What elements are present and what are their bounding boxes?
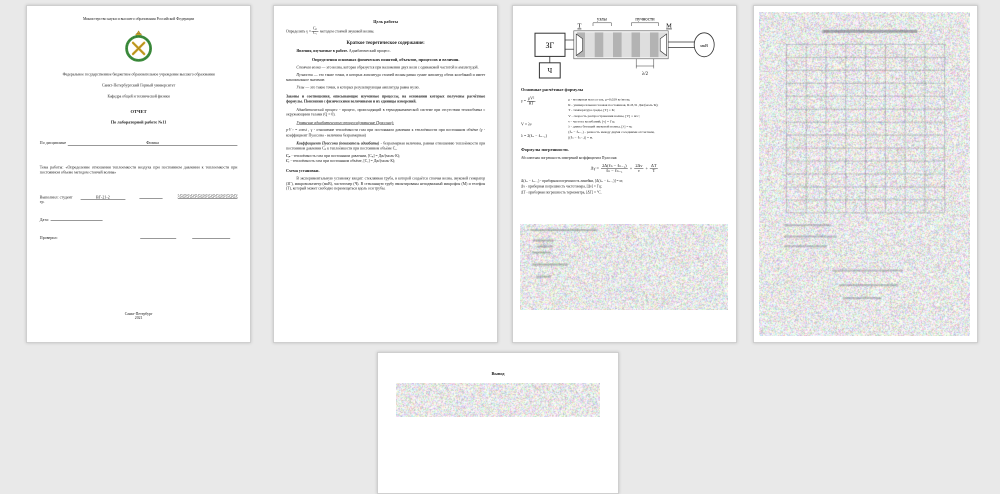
city-year-block [27, 312, 250, 320]
standing-wave-definition: Стоячая волна — это волна, которая образуется при наложении двух волн с одинаковой частотой и амплитудой. [296, 65, 479, 70]
error-note-ruler: Δ(ℓₙ − ℓₙ₋₁) - приборная погрешность линейки, [Δ(ℓₙ − ℓₙ₋₁)] = м; [521, 178, 623, 183]
date-row [27, 216, 250, 222]
wavelength-formula: λ = 2(ℓₙ − ℓₙ₋₁) [521, 134, 547, 139]
error-formula: Δγ = $\frac{\text{2Δ(ℓₙ − ℓₙ₋₁)}}{\text{ℓₙ − ℓₙ₋₁}}$ + $\frac{2\Delta\nu}{\nu}$ + $\frac{\Delta T}{T}$ [590, 163, 657, 174]
note-delta-l: (ℓₙ − ℓₙ₋₁) - разность между двумя соседними отсчетами, [568, 129, 655, 134]
report-page-3-formulas[interactable] [512, 5, 737, 343]
antinodes-label: пучности [635, 17, 655, 23]
group-field[interactable]: ВГ-21-2 [80, 195, 125, 200]
data-table-scan-image [759, 12, 970, 336]
checked-field-1[interactable] [140, 234, 176, 239]
laws-heading: Законы и соотношения, описывающие изученные процессы, на основании которых получены расчётные формулы. Пояснения с физическими величинами и их единицы измерений. [286, 94, 486, 104]
checked-label: Проверил: [39, 235, 58, 241]
cp-line: Cₚ - теплоёмкость газа при постоянном давлении, [Cₚ] = Дж/(моль·К); [286, 154, 401, 159]
performed-row [27, 194, 250, 204]
note-v: V - скорость распространения волны, [V] = м/с; [568, 113, 640, 118]
poisson-coefficient-definition: Коэффициент Пуассона (показатель адиабаты) - безразмерная величина, равная отношению теплоёмкости при постоянном давлении Cₚ к теплоёмкости при постоянном объёме Cᵥ. [286, 141, 486, 151]
discipline-row [27, 141, 250, 146]
error-notes [513, 178, 736, 195]
note-nu: ν - частота колебаний, [ν] = Гц; [568, 119, 615, 123]
year-line: 2021 [134, 316, 143, 320]
ministry-line: Министерство науки и высшего образования Российской Федерации [83, 17, 195, 22]
note-mu: μ - молярная масса газа, μ=0,029 кг/моль; [568, 97, 631, 102]
report-subtitle: По лабораторной работе №11 [110, 120, 167, 125]
voltmeter-label: мкВ [700, 42, 709, 48]
performed-label: Выполнил: студент гр. [39, 195, 73, 205]
poisson-equation-heading: Уравнение адиабатического процесса(уравнение Пуассона): [296, 121, 395, 126]
error-note-counter: Δν - приборная погрешность частотомера, [Δν] = Гц; [521, 184, 602, 189]
institution-line: Федеральное государственное бюджетное образовательное учреждение высшего образования [62, 72, 215, 77]
scheme-heading: Схема установки. [286, 168, 320, 174]
dimension-label: λ/2 [641, 71, 649, 77]
report-page-4-scan[interactable] [753, 5, 978, 343]
phenomena-paragraph: Явления, изучаемые в работе. Адиабатический процесс. [296, 49, 391, 54]
formulas-block [513, 97, 736, 141]
report-title: ОТЧЕТ [130, 109, 147, 114]
discipline-label: По дисциплине [39, 140, 67, 146]
mic-label: М [666, 22, 672, 30]
redacted-name-field[interactable] [178, 194, 238, 198]
discipline-field[interactable]: Физика [68, 141, 238, 146]
conclusion-scan-image [396, 383, 600, 417]
generator-label: ЗГ [545, 41, 555, 50]
note-r: R - универсальная газовая постоянная, R=8,31 Дж/(моль·К); [568, 102, 659, 107]
measurements-scan-image [520, 224, 728, 310]
goal-heading: Цель работы [373, 19, 398, 24]
error-note-thermometer: ΔT - приборная погрешность термометра, [ΔT] = °С. [521, 190, 602, 195]
department-line: Кафедра общей и технической физики [107, 94, 170, 99]
setup-diagram [513, 14, 736, 84]
cp-cv-fraction: $\frac{\text{Cₚ}}{\text{Cᵥ}}$ [312, 26, 318, 36]
topic-paragraph: Тема работы: «Определение отношения теплоемкости воздуха при постоянном давлении к теплоемкости при постоянном объеме методом стоячей волны» [39, 165, 238, 175]
date-label: Дата: [39, 217, 49, 223]
definitions-heading: Определения основных физических понятий, объектов, процессов и величин. [311, 57, 460, 63]
report-page-5-conclusion[interactable] [377, 352, 619, 494]
error-heading: Формулы погрешности. [521, 147, 569, 153]
report-page-1-title[interactable] [26, 5, 251, 343]
university-line: Санкт-Петербургский Горный университет [101, 83, 176, 88]
poisson-equation: p·V ᵞ = const , γ - отношение теплоёмкости газа при постоянном давлении к теплоёмкости при постоянном объёме (γ - коэффициент Пуассона - величина безразмерная) [286, 128, 486, 138]
note-lambda: λ - длина бегущей звуковой волны, [λ] = м; [568, 124, 633, 129]
nodes-label: узлы [596, 17, 607, 23]
phone-label: Т [577, 22, 582, 30]
cv-line: Cᵥ - теплоёмкость газа при постоянном объёме, [Cᵥ] = Дж/(моль·К); [286, 159, 396, 164]
note-delta-l-units: [(ℓₙ − ℓₙ₋₁)] = м. [568, 135, 593, 140]
antinode-definition: Пучности — это такие точки, в которых амплитуда стоячей волны равна сумме амплитуд обеих колебаний и имеет максимальное значение. [286, 73, 486, 83]
report-page-2-theory[interactable] [273, 5, 498, 343]
velocity-formula: V = λν [521, 122, 532, 127]
gamma-formula: γ = $\frac{\text{μV²}}{RT}$ [521, 96, 535, 106]
date-field[interactable] [50, 216, 102, 221]
university-emblem-icon [27, 30, 250, 64]
note-t: T - температура среды, [T] = К; [568, 108, 615, 113]
checked-row [27, 234, 250, 240]
theory-heading: Краткое теоретическое содержание: [346, 39, 425, 46]
formulas-heading: Основные расчётные формулы [521, 87, 584, 92]
blank-field[interactable] [140, 194, 163, 199]
node-definition: Узлы — это такие точки, в которых результирующая амплитуда равна нулю. [296, 85, 420, 90]
scheme-paragraph: В экспериментальную установку входят: стеклянная труба, в которой создаётся стоячая волна, звуковой генератор (ЗГ), микровольтметр (мкВ), частотомер (Ч). В стеклянную трубу вмонтированы неподвижный микрофон (М) и телефон (Т), который может свободно перемещаться вдоль оси трубы. [286, 176, 486, 191]
counter-label: Ч [547, 67, 553, 76]
checked-field-2[interactable] [192, 234, 230, 239]
goal-paragraph: Определить γ = $\frac{\text{Cₚ}}{\text{Cᵥ}}$ методом стоячей звуковой волны. [286, 26, 375, 36]
adiabatic-definition: Адиабатический процесс - процесс, происходящий в термодинамической системе при отсутствии теплообмена с окружающими телами (Q = 0). [286, 107, 486, 117]
conclusion-heading: Вывод [491, 371, 505, 377]
error-intro: Абсолютная погрешность измерений коэффициента Пуассона: [521, 155, 618, 160]
city-line: Санкт-Петербург [124, 312, 153, 316]
